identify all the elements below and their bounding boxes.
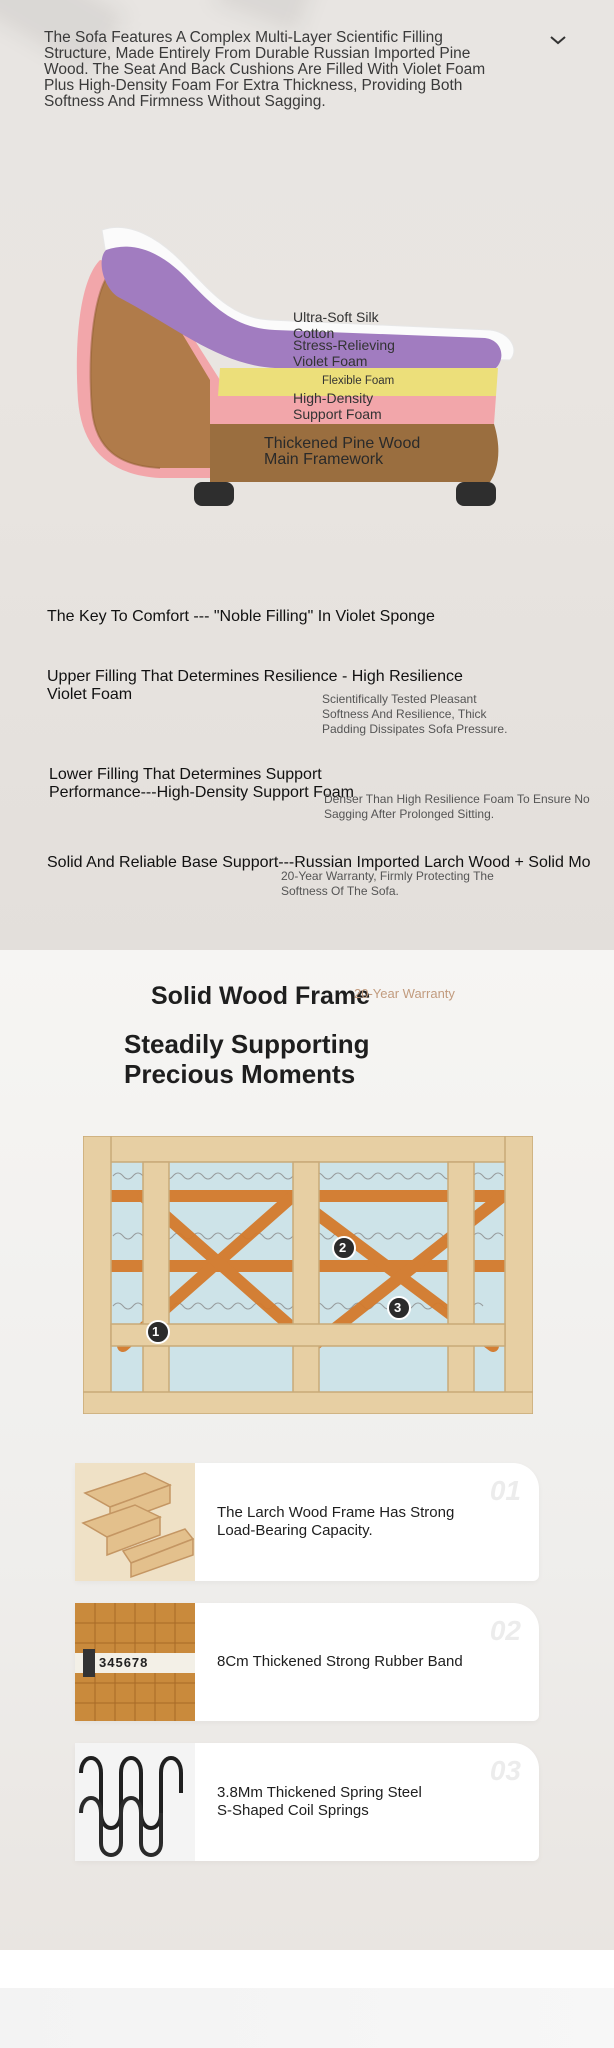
key-heading: The Key To Comfort --- "Noble Filling" In Violet Sponge [47,608,435,625]
card-text-line2: S-Shaped Coil Springs [217,1802,369,1819]
ruler-digits: 345678 [99,1655,149,1670]
frame-warranty-tag: 20-Year Warranty [354,986,455,1001]
card-number: 01 [489,1475,521,1506]
intro-text: The Sofa Features A Complex Multi-Layer Scientific Filling Structure, Made Entirely From Durable Russian Imported Pine Wood. The Seat And Back Cushions Are Filled With Violet Foam Plus High-Density Foam For Extra Thickness, Providing Both Softness And Firmness Without Sagging. [44,29,486,110]
layer-label-hd: High-Density Support Foam [293,390,382,422]
feature-card-2 [75,1603,539,1721]
marker-label-1: 1 [152,1324,160,1339]
filling-structure-section [0,0,614,950]
card-text-line1: 8Cm Thickened Strong Rubber Band [217,1653,463,1670]
feature-heading-3: Solid And Reliable Base Support---Russian Imported Larch Wood + Solid Mo [47,854,591,871]
sofa-foot [194,482,234,506]
card-text-line1: The Larch Wood Frame Has Strong [217,1504,455,1521]
card-number: 03 [489,1755,521,1786]
layer-label-pine: Thickened Pine Wood Main Framework [264,435,421,468]
divider-bar [0,1988,614,2048]
card-text-line2: Load-Bearing Capacity. [217,1522,373,1539]
layer-label-silk: Ultra-Soft Silk Cotton [293,309,379,341]
feature-desc-3: 20-Year Warranty, Firmly Protecting The Softness Of The Sofa. [281,869,494,898]
layer-label-violet: Stress-Relieving Violet Foam [293,337,395,369]
card-number: 02 [489,1615,521,1646]
frame-title: Solid Wood Frame [151,982,370,1010]
feature-card-1 [75,1463,539,1581]
solid-wood-frame-section [0,950,614,1950]
marker-label-3: 3 [394,1300,402,1315]
sofa-cross-section-illustration [70,220,540,520]
feature-desc-1: Scientifically Tested Pleasant Softness And Resilience, Thick Padding Dissipates Sofa Pressure. [322,692,508,736]
feature-desc-2: Denser Than High Resilience Foam To Ensure No Sagging After Prolonged Sitting. [324,792,590,821]
feature-heading-2: Lower Filling That Determines Support Performance---High-Density Support Foam [49,766,354,801]
wood-frame-illustration [83,1136,533,1414]
sofa-foot [456,482,496,506]
frame-subtitle-1: Steadily Supporting [124,1029,370,1059]
chevron-down-icon[interactable] [548,30,568,50]
wood-planks-icon [75,1463,195,1581]
card-text-line1: 3.8Mm Thickened Spring Steel [217,1784,422,1801]
spring-icon [75,1743,195,1861]
feature-heading-1: Upper Filling That Determines Resilience - High Resilience Violet Foam [47,668,463,703]
frame-subtitle-2: Precious Moments [124,1059,356,1089]
bottom-blank-section [0,1950,614,2048]
feature-card-3 [75,1743,539,1861]
layer-label-flexible: Flexible Foam [322,375,395,387]
marker-label-2: 2 [339,1240,347,1255]
